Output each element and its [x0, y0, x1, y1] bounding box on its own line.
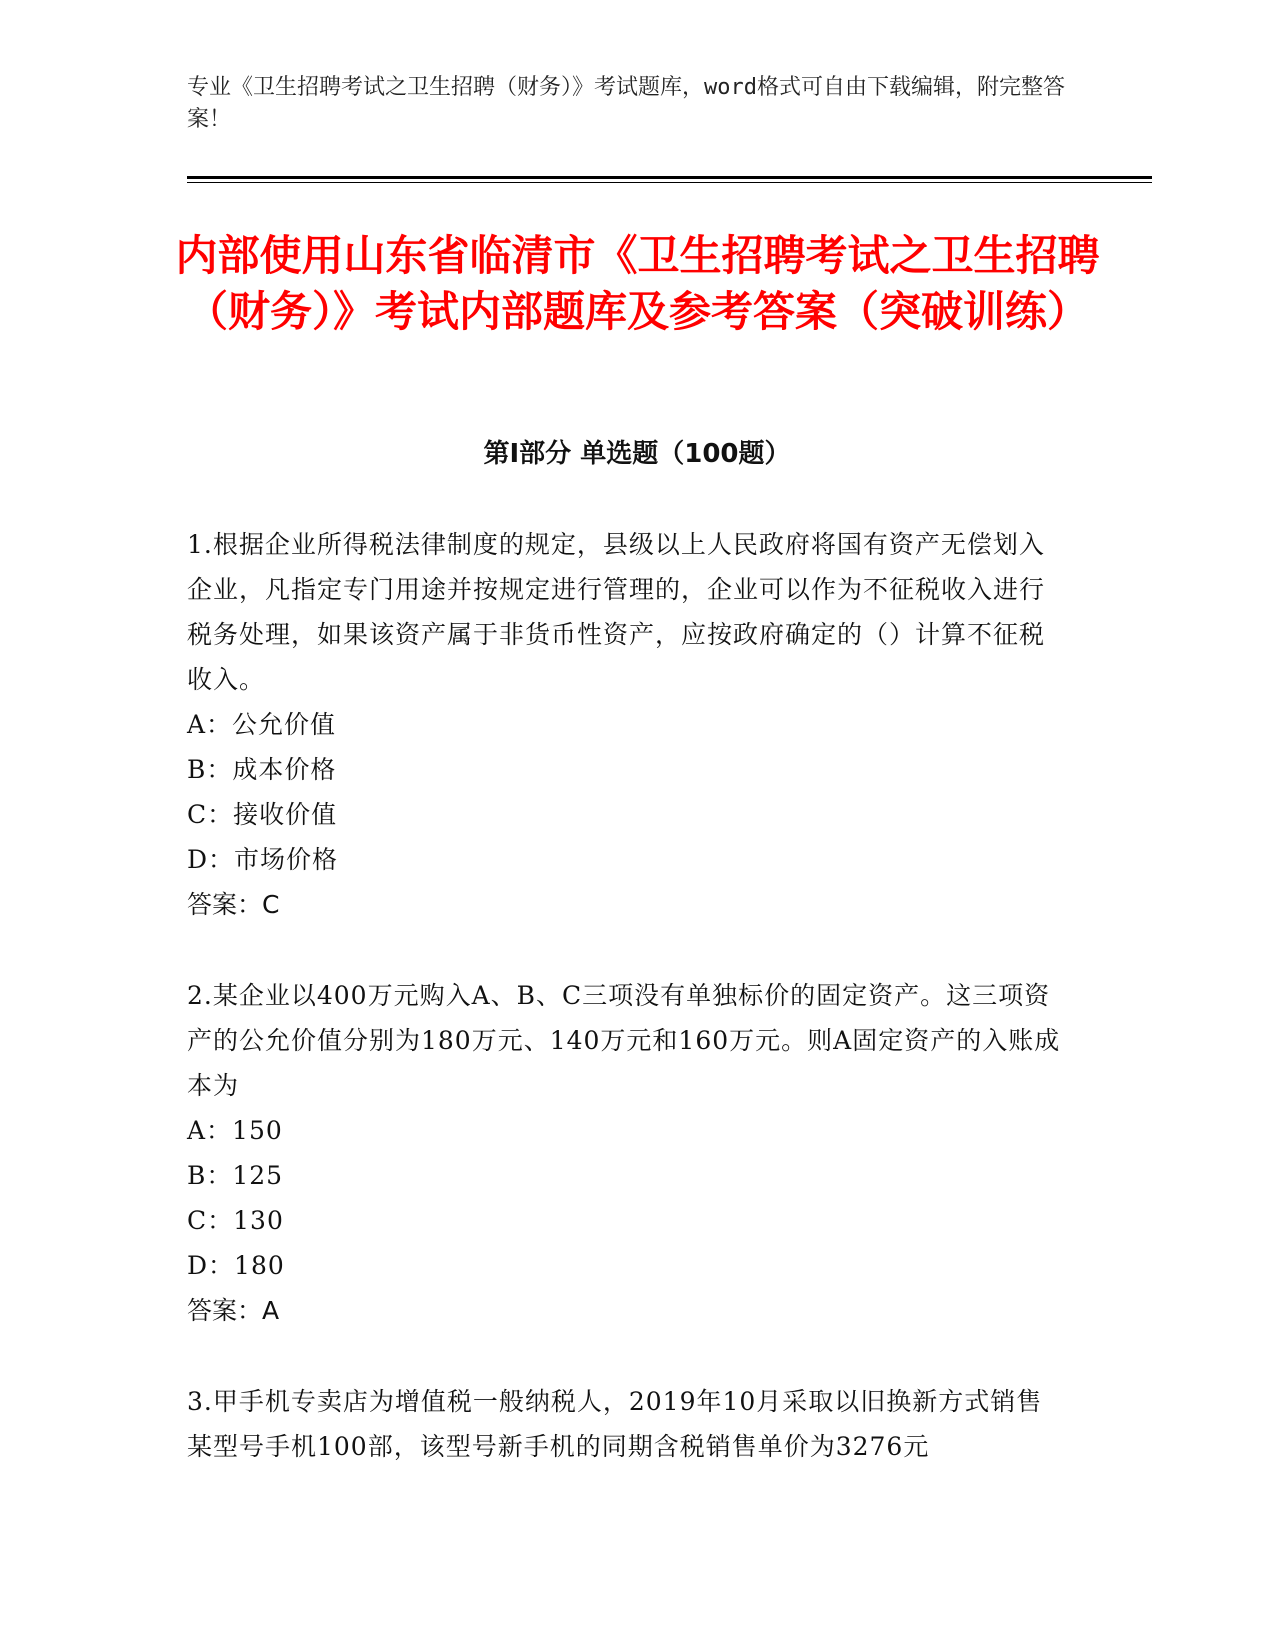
header-divider-thin: [187, 182, 1152, 183]
header-divider-thick: [187, 176, 1152, 179]
question-text: 1.根据企业所得税法律制度的规定，县级以上人民政府将国有资产无偿划入企业，凡指定专门用途并按规定进行管理的，企业可以作为不征税收入进行税务处理，如果该资产属于非货币性资产，应按政府确定的（）计算不征税收入。: [187, 530, 1046, 694]
document-title: 内部使用山东省临清市《卫生招聘考试之卫生招聘（财务）》考试内部题库及参考答案（突破训练）: [175, 231, 1100, 336]
section-title: 第Ⅰ部分 单选题（100题）: [483, 439, 791, 469]
option-d: D：市场价格: [187, 845, 339, 874]
question-text: 2.某企业以400万元购入A、B、C三项没有单独标价的固定资产。这三项资产的公允价值分别为180万元、140万元和160万元。则A固定资产的入账成本为: [187, 981, 1061, 1100]
option-c: C：130: [187, 1206, 284, 1235]
option-d: D：180: [187, 1251, 285, 1280]
option-b: B：成本价格: [187, 755, 337, 784]
option-a: A：公允价值: [187, 710, 337, 739]
question-text: 3.甲手机专卖店为增值税一般纳税人，2019年10月采取以旧换新方式销售某型号手机100部，该型号新手机的同期含税销售单价为3276元: [187, 1387, 1043, 1461]
answer: 答案：A: [187, 1296, 280, 1325]
answer: 答案：C: [187, 890, 280, 919]
option-c: C：接收价值: [187, 800, 338, 829]
question-3: [187, 1379, 1067, 1469]
header-note: 专业《卫生招聘考试之卫生招聘（财务）》考试题库，word格式可自由下载编辑，附完整答案！: [187, 75, 1065, 132]
question-2: [187, 973, 1067, 1333]
question-list: [187, 522, 1067, 1515]
question-1: [187, 522, 1067, 927]
option-b: B：125: [187, 1161, 284, 1190]
option-a: A：150: [187, 1116, 283, 1145]
